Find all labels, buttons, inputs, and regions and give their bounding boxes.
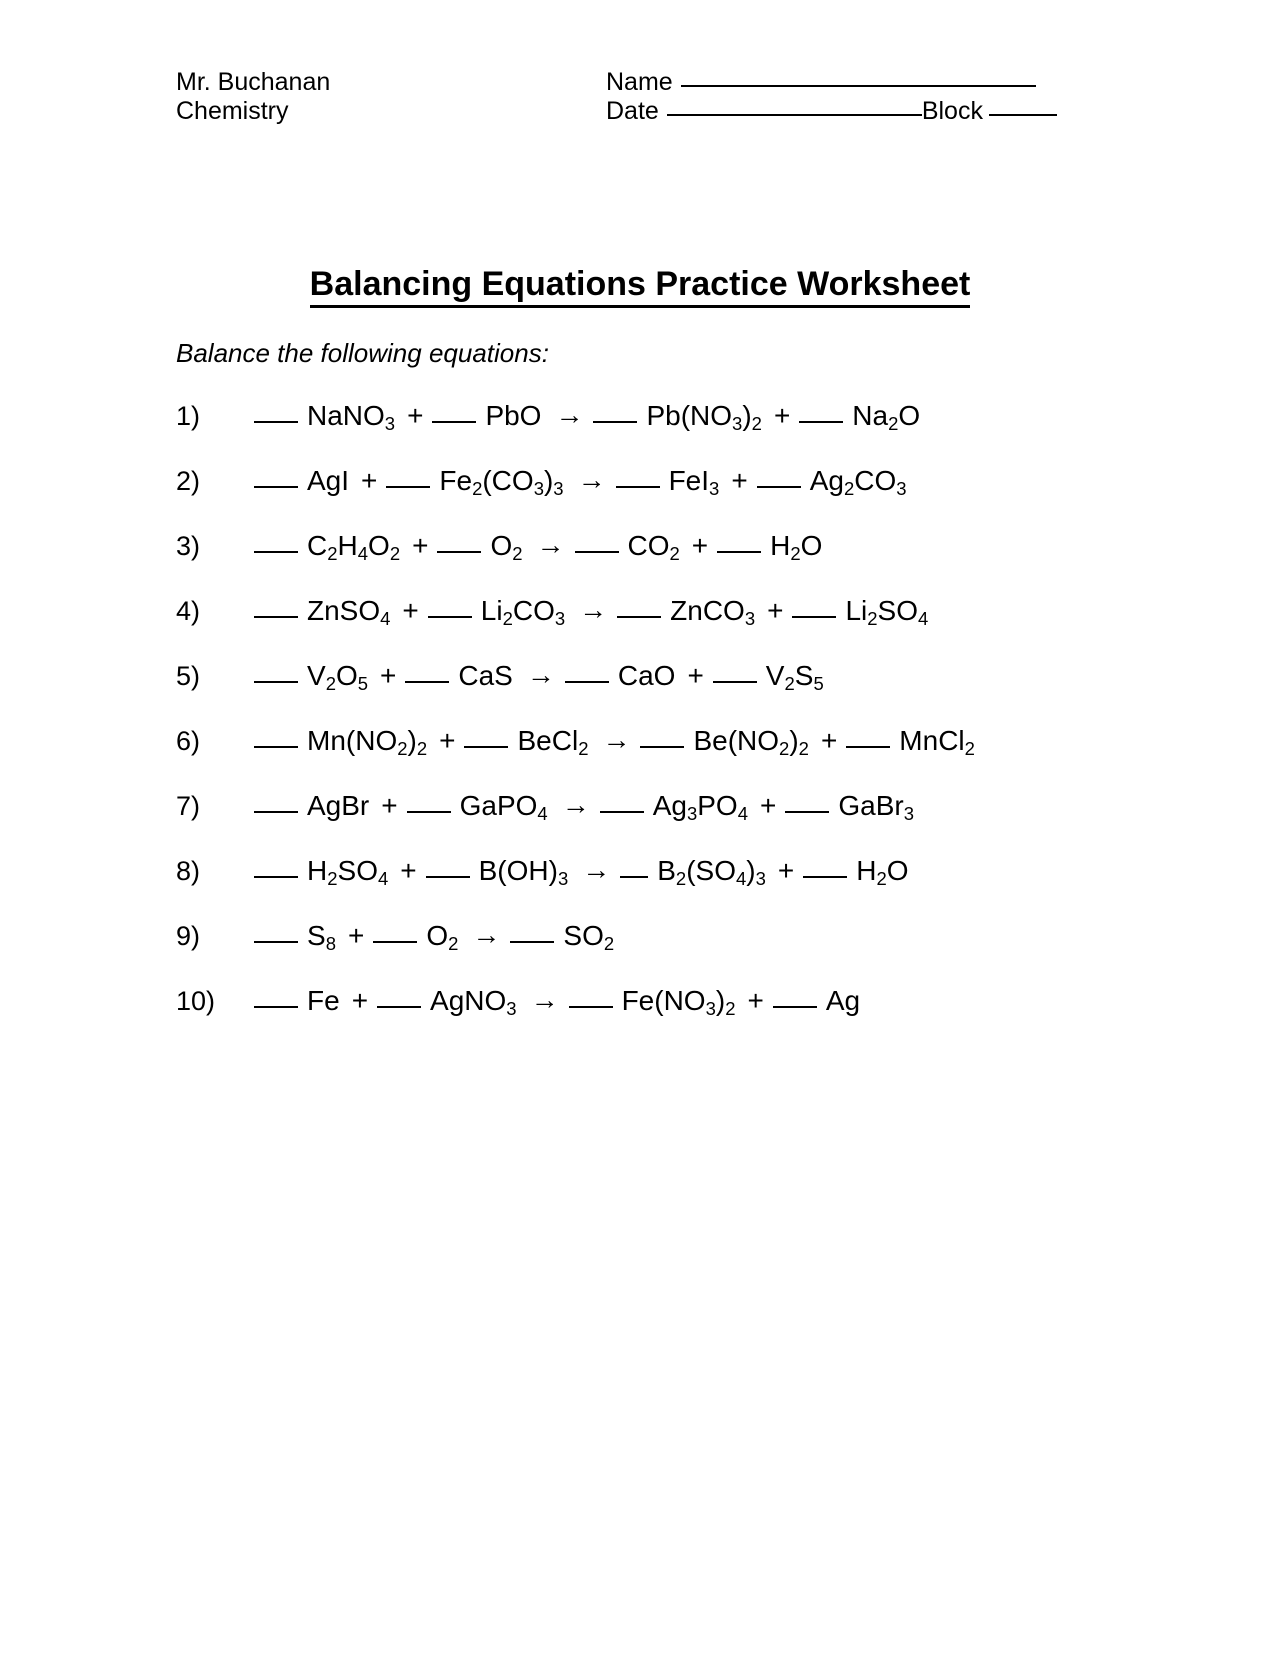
name-label: Name [606, 68, 673, 96]
chemical-formula: $Mn(NO_2)_2$ [307, 725, 428, 759]
page-header [176, 68, 1076, 126]
equation-number: 2) [176, 466, 201, 496]
coefficient-blank[interactable] [593, 421, 637, 423]
coefficient-blank[interactable] [640, 746, 684, 748]
equation-row [176, 725, 1236, 790]
equation-row [176, 660, 1236, 725]
equation-number: 10) [176, 986, 216, 1016]
chemical-formula: FeI$_3$ [668, 465, 720, 499]
header-left-block [176, 68, 606, 126]
equation-number: 6) [176, 726, 201, 756]
plus-sign: + [691, 530, 709, 561]
coefficient-blank[interactable] [464, 746, 508, 748]
coefficient-blank[interactable] [785, 811, 829, 813]
instruction-text: Balance the following equations: [176, 338, 549, 368]
chemical-formula: $V_2O_5$ [307, 660, 369, 694]
chemical-formula: NaNO$_3$ [307, 400, 396, 434]
reaction-arrow-icon: → [530, 984, 559, 1015]
plus-sign: + [351, 985, 369, 1016]
chemical-formula: $Li_2CO_3$ [480, 595, 566, 629]
course-name: Chemistry [176, 97, 289, 125]
plus-sign: + [402, 595, 419, 626]
coefficient-blank[interactable] [254, 486, 298, 488]
chemical-formula: $V_2S_5$ [765, 660, 824, 694]
plus-sign: + [767, 595, 784, 626]
coefficient-blank[interactable] [846, 746, 890, 748]
date-input-rule[interactable] [667, 114, 922, 116]
coefficient-blank[interactable] [373, 941, 417, 943]
plus-sign: + [687, 660, 704, 691]
coefficient-blank[interactable] [510, 941, 554, 943]
chemical-formula: $O_2$ [490, 530, 523, 564]
coefficient-blank[interactable] [792, 616, 836, 618]
coefficient-blank[interactable] [799, 421, 843, 423]
equation-body [254, 530, 832, 562]
chemical-formula: ZnSO$_4$ [307, 595, 391, 629]
coefficient-blank[interactable] [254, 1006, 298, 1008]
reaction-arrow-icon: → [561, 789, 590, 820]
coefficient-blank[interactable] [803, 876, 847, 878]
equation-row [176, 595, 1236, 660]
chemical-formula: $S_8$ [307, 920, 336, 954]
chemical-formula: CaO [617, 660, 676, 691]
date-label: Date [606, 97, 659, 125]
chemical-formula: $Li_2SO_4$ [845, 595, 929, 629]
coefficient-blank[interactable] [254, 421, 298, 423]
chemical-formula: $H_2O$ [856, 855, 909, 889]
chemical-formula: Fe [307, 985, 340, 1016]
reaction-arrow-icon: → [579, 594, 608, 625]
chemical-formula: $Pb(NO_3)_2$ [646, 400, 762, 434]
coefficient-blank[interactable] [616, 486, 660, 488]
plus-sign: + [439, 725, 456, 756]
coefficient-blank[interactable] [407, 811, 451, 813]
equation-row [176, 985, 1236, 1050]
coefficient-blank[interactable] [620, 876, 648, 878]
reaction-arrow-icon: → [472, 919, 501, 950]
coefficient-blank[interactable] [254, 681, 298, 683]
reaction-arrow-icon: → [602, 724, 631, 755]
equation-body [254, 985, 870, 1017]
chemical-formula: AgNO$_3$ [430, 985, 517, 1019]
equation-body [254, 595, 938, 627]
plus-sign: + [747, 985, 764, 1016]
reaction-arrow-icon: → [526, 659, 555, 690]
coefficient-blank[interactable] [565, 681, 609, 683]
chemical-formula: $CO_2$ [627, 530, 680, 564]
chemical-formula: MnCl$_2$ [899, 725, 975, 759]
chemical-formula: $SO_2$ [563, 920, 615, 954]
coefficient-blank[interactable] [386, 486, 430, 488]
equation-body [254, 855, 919, 887]
chemical-formula: AgI [307, 465, 350, 496]
coefficient-blank[interactable] [254, 876, 298, 878]
equation-body [254, 725, 985, 757]
coefficient-blank[interactable] [773, 1006, 817, 1008]
chemical-formula: $Na_2O$ [852, 400, 921, 434]
equation-row [176, 465, 1236, 530]
reaction-arrow-icon: → [582, 854, 611, 885]
plus-sign: + [400, 855, 417, 886]
coefficient-blank[interactable] [713, 681, 757, 683]
equation-number: 3) [176, 531, 201, 561]
chemical-formula: CaS [458, 660, 513, 691]
name-input-rule[interactable] [681, 85, 1036, 87]
coefficient-blank[interactable] [569, 1006, 613, 1008]
equation-row [176, 920, 1236, 985]
page-title [0, 265, 1280, 304]
coefficient-blank[interactable] [254, 616, 298, 618]
chemical-formula: GaBr$_3$ [838, 790, 914, 824]
chemical-formula: $Be(NO_2)_2$ [693, 725, 809, 759]
equation-number: 9) [176, 921, 201, 951]
equation-number: 4) [176, 596, 201, 626]
reaction-arrow-icon: → [555, 399, 584, 430]
plus-sign: + [777, 855, 795, 886]
coefficient-blank[interactable] [254, 746, 298, 748]
equation-row [176, 530, 1236, 595]
equation-body [254, 400, 930, 432]
equation-number: 5) [176, 661, 201, 691]
equation-number: 7) [176, 791, 201, 821]
block-input-rule[interactable] [989, 114, 1057, 116]
chemical-formula: $Fe(NO_3)_2$ [621, 985, 736, 1019]
equation-row [176, 790, 1236, 855]
plus-sign: + [347, 920, 365, 951]
chemical-formula: $B(OH)_3$ [478, 855, 569, 889]
equation-body [254, 660, 834, 692]
reaction-arrow-icon: → [577, 464, 606, 495]
block-label: Block [921, 97, 983, 125]
equation-list [176, 400, 1236, 1050]
chemical-formula: BeCl$_2$ [517, 725, 589, 759]
chemical-formula: $C_2H_4O_2$ [307, 530, 401, 564]
plus-sign: + [731, 465, 748, 496]
header-right-block [606, 68, 1076, 126]
plus-sign: + [759, 790, 777, 821]
chemical-formula: $B_2(SO_4)_3$ [657, 855, 766, 889]
plus-sign: + [820, 725, 838, 756]
chemical-formula: ZnCO$_3$ [670, 595, 756, 629]
equation-body [254, 790, 924, 822]
coefficient-blank[interactable] [377, 1006, 421, 1008]
name-field-line [606, 68, 1076, 97]
plus-sign: + [773, 400, 791, 431]
plus-sign: + [412, 530, 429, 561]
equation-number: 8) [176, 856, 201, 886]
chemical-formula: GaPO$_4$ [459, 790, 548, 824]
chemical-formula: PbO [485, 400, 542, 431]
coefficient-blank[interactable] [437, 551, 481, 553]
chemical-formula: $Ag_2CO_3$ [809, 465, 907, 499]
equation-body [254, 465, 917, 497]
plus-sign: + [407, 400, 424, 431]
equation-body [254, 920, 624, 952]
chemical-formula: $Ag_3PO_4$ [652, 790, 748, 824]
coefficient-blank[interactable] [617, 616, 661, 618]
coefficient-blank[interactable] [432, 421, 476, 423]
coefficient-blank[interactable] [600, 811, 644, 813]
equation-row [176, 855, 1236, 920]
coefficient-blank[interactable] [426, 876, 470, 878]
equation-number: 1) [176, 401, 201, 431]
chemical-formula: AgBr [307, 790, 370, 821]
coefficient-blank[interactable] [254, 811, 298, 813]
coefficient-blank[interactable] [575, 551, 619, 553]
page-title-text: Balancing Equations Practice Worksheet [310, 265, 971, 308]
chemical-formula: $H_2SO_4$ [307, 855, 389, 889]
coefficient-blank[interactable] [428, 616, 472, 618]
coefficient-blank[interactable] [717, 551, 761, 553]
plus-sign: + [380, 660, 397, 691]
chemical-formula: $H_2O$ [770, 530, 823, 564]
date-block-field-line [606, 97, 1076, 126]
equation-row [176, 400, 1236, 465]
reaction-arrow-icon: → [536, 529, 565, 560]
teacher-name: Mr. Buchanan [176, 68, 331, 96]
coefficient-blank[interactable] [254, 551, 298, 553]
chemical-formula: Ag [825, 985, 861, 1016]
plus-sign: + [361, 465, 378, 496]
coefficient-blank[interactable] [757, 486, 801, 488]
plus-sign: + [381, 790, 398, 821]
coefficient-blank[interactable] [405, 681, 449, 683]
chemical-formula: $O_2$ [426, 920, 459, 954]
coefficient-blank[interactable] [254, 941, 298, 943]
chemical-formula: $Fe_2(CO_3)_3$ [439, 465, 564, 499]
